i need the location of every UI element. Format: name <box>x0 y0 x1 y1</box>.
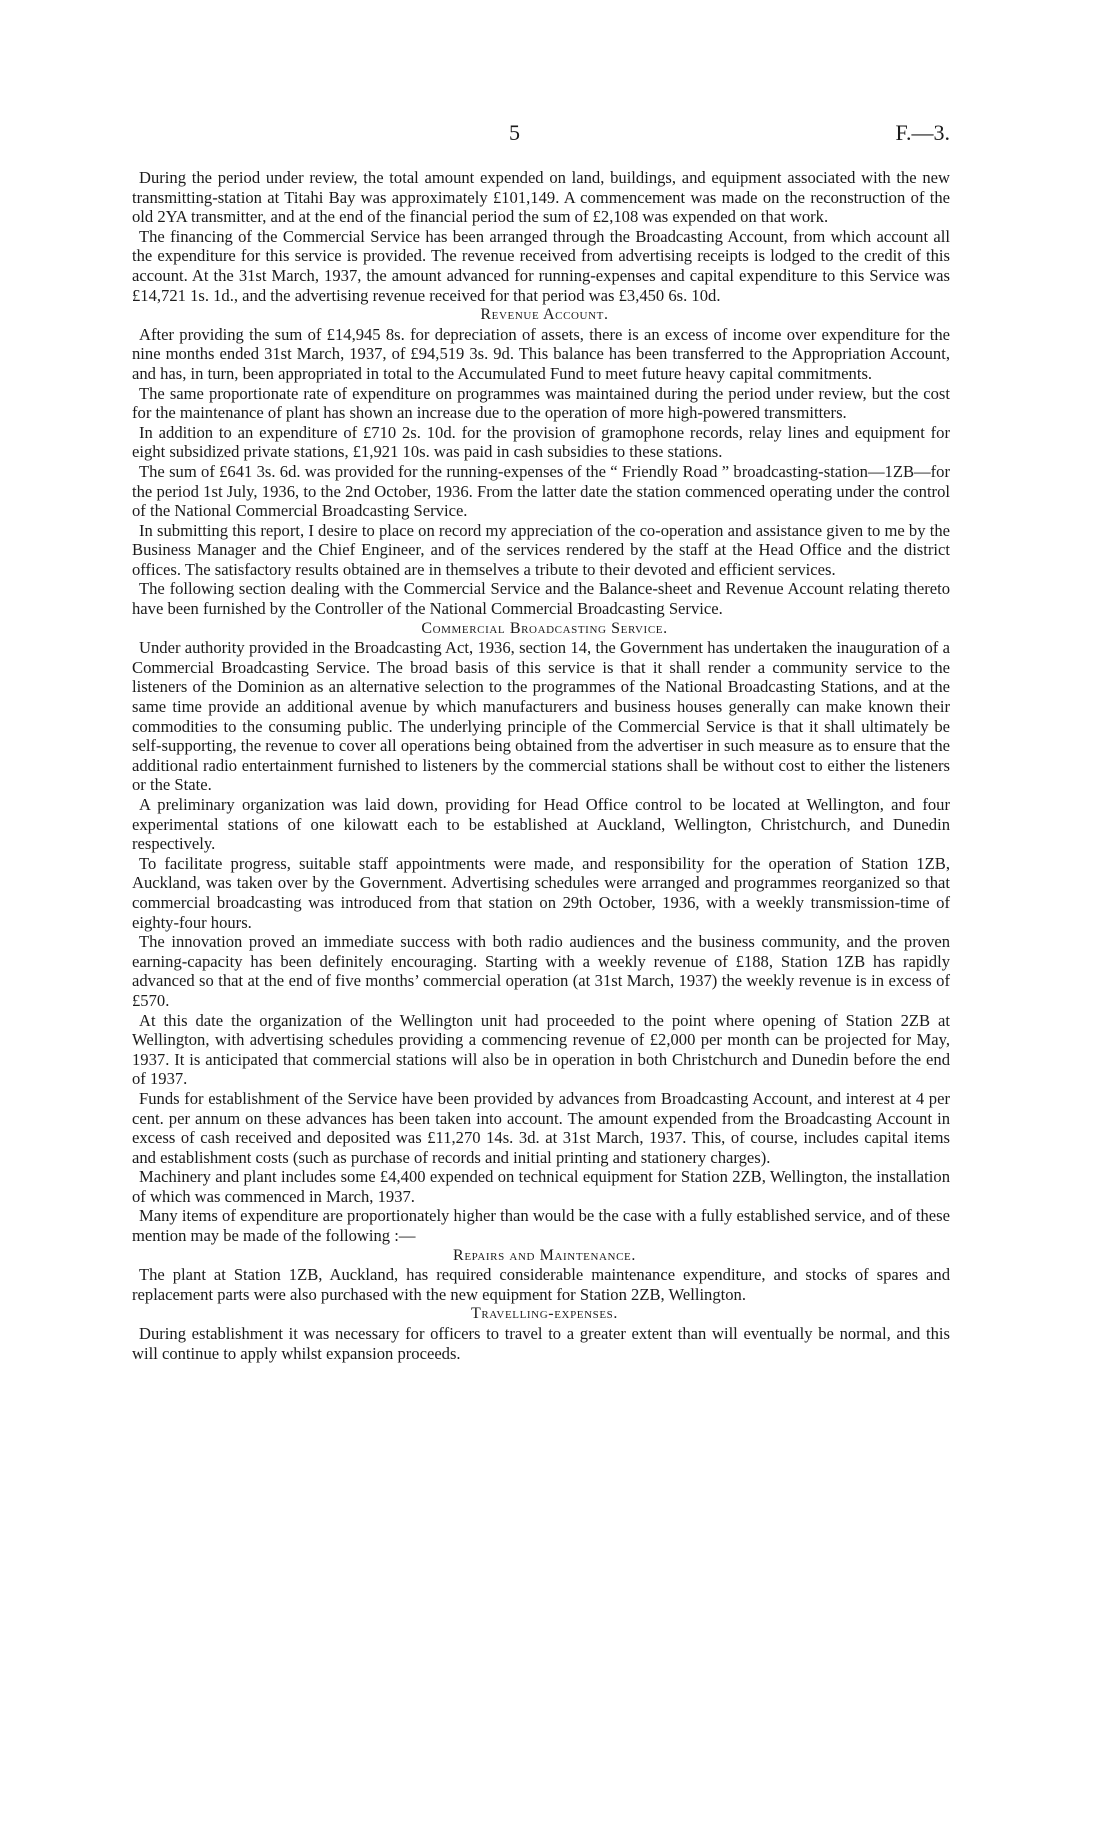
paragraph: A preliminary organization was laid down, providing for Head Office control to be located at Wellington, and four experimental stations of one kilowatt each to be established at Auckland, Wellington, Christchurch, and Dunedin respectively. <box>132 795 950 854</box>
paragraph: At this date the organization of the Wellington unit had proceeded to the point where opening of Station 2ZB at Wellington, with advertising schedules providing a commencing revenue of £2,000 per month can be projected for May, 1937. It is anticipated that commercial stations will also be in operation in both Christchurch and Dunedin before the end of 1937. <box>132 1010 950 1089</box>
paragraph: The plant at Station 1ZB, Auckland, has required considerable maintenance expenditure, and stocks of spares and replacement parts were also purchased with the new equipment for Station 2ZB, Wellington. <box>132 1265 950 1304</box>
paragraph: The following section dealing with the Commercial Service and the Balance-sheet and Revenue Account relating thereto have been furnished by the Controller of the National Commercial Broadcasting Service. <box>132 579 950 619</box>
paragraph: During establishment it was necessary for officers to travel to a greater extent than will eventually be normal, and this will continue to apply whilst expansion proceeds. <box>132 1324 950 1363</box>
page-header <box>132 120 950 150</box>
paragraph: Funds for establishment of the Service have been provided by advances from Broadcasting Account, and interest at 4 per cent. per annum on these advances has been taken into account. The amount expended from the Broadcasting Account in excess of cash received and deposited was £11,270 14s. 3d. at 31st March, 1937. This, of course, includes capital items and establishment costs (such as purchase of records and initial printing and stationery charges). <box>132 1088 950 1167</box>
section-heading-repairs: Repairs and Maintenance. <box>453 1246 636 1264</box>
paragraph: Machinery and plant includes some £4,400 expended on technical equipment for Station 2ZB, Wellington, the installation of which was commenced in March, 1937. <box>132 1167 950 1206</box>
paragraph: In submitting this report, I desire to place on record my appreciation of the co-operation and assistance given to me by the Business Manager and the Chief Engineer, and of the services rendered by the staff at the Head Office and the district offices. The satisfactory results obtained are in themselves a tribute to their devoted and efficient services. <box>132 520 950 579</box>
paragraph: After providing the sum of £14,945 8s. for depreciation of assets, there is an excess of income over expenditure for the nine months ended 31st March, 1937, of £94,519 3s. 9d. This balance has been transferred to the Appropriation Account, and has, in turn, been appropriated in total to the Accumulated Fund to meet future heavy capital commitments. <box>132 324 950 383</box>
paragraph: In addition to an expenditure of £710 2s. 10d. for the provision of gramophone records, relay lines and equipment for eight subsidized private stations, £1,921 10s. was paid in cash subsidies to these stations. <box>132 422 950 462</box>
paragraph: The financing of the Commercial Service has been arranged through the Broadcasting Account, from which account all the expenditure for this service is provided. The revenue received from advertising receipts is lodged to the credit of this account. At the 31st March, 1937, the amount advanced for running-expenses and capital expenditure to this Service was £14,721 1s. 1d., and the advertising revenue received for that period was £3,450 6s. 10d. <box>132 226 950 305</box>
paragraph: The same proportionate rate of expenditure on programmes was maintained during the period under review, but the cost for the maintenance of plant has shown an increase due to the operation of more high-powered transmitters. <box>132 383 950 423</box>
paragraph: The sum of £641 3s. 6d. was provided for the running-expenses of the “ Friendly Road ” broadcasting-station—1ZB—for the period 1st July, 1936, to the 2nd October, 1936. From the latter date the station commenced operating under the control of the National Commercial Broadcasting Service. <box>132 461 950 521</box>
section-heading-commercial-broadcasting: Commercial Broadcasting Service. <box>421 619 668 637</box>
section-heading-revenue-account: Revenue Account. <box>480 306 609 324</box>
document-code: F.—3. <box>895 120 950 145</box>
paragraph: The innovation proved an immediate success with both radio audiences and the business community, and the proven earning-capacity has been definitely encouraging. Starting with a weekly revenue of £188, Station 1ZB has rapidly advanced so that at the end of five months’ commercial operation (at 31st March, 1937) the weekly revenue is in excess of £570. <box>132 932 950 1010</box>
section-heading-travelling-expenses: Travelling-expenses. <box>470 1305 618 1323</box>
paragraph: To facilitate progress, suitable staff appointments were made, and responsibility for the operation of Station 1ZB, Auckland, was taken over by the Government. Advertising schedules were arranged and programmes reorganized so that commercial broadcasting was introduced from that station on 29th October, 1936, with a weekly transmission-time of eighty-four hours. <box>132 853 950 932</box>
page-number: 5 <box>509 120 520 145</box>
paragraph: Many items of expenditure are proportionately higher than would be the case with a fully established service, and of these mention may be made of the following :— <box>132 1206 950 1246</box>
document-body <box>132 168 950 1363</box>
paragraph: Under authority provided in the Broadcasting Act, 1936, section 14, the Government has undertaken the inauguration of a Commercial Broadcasting Service. The broad basis of this service is that it shall render a community service to the listeners of the Dominion as an alternative selection to the programmes of the National Broadcasting Stations, and at the same time provide an additional avenue by which manufacturers and business houses generally can make known their commodities to the consuming public. The underlying principle of the Commercial Service is that it shall ultimately be self-supporting, the revenue to cover all operations being obtained from the advertiser in such measure as to ensure that the additional radio entertainment furnished to listeners by the commercial stations shall be without cost to either the listeners or the State. <box>132 638 950 795</box>
paragraph: During the period under review, the total amount expended on land, buildings, and equipment associated with the new transmitting-station at Titahi Bay was approximately £101,149. A commencement was made on the reconstruction of the old 2YA transmitter, and at the end of the financial period the sum of £2,108 was expended on that work. <box>132 168 950 227</box>
